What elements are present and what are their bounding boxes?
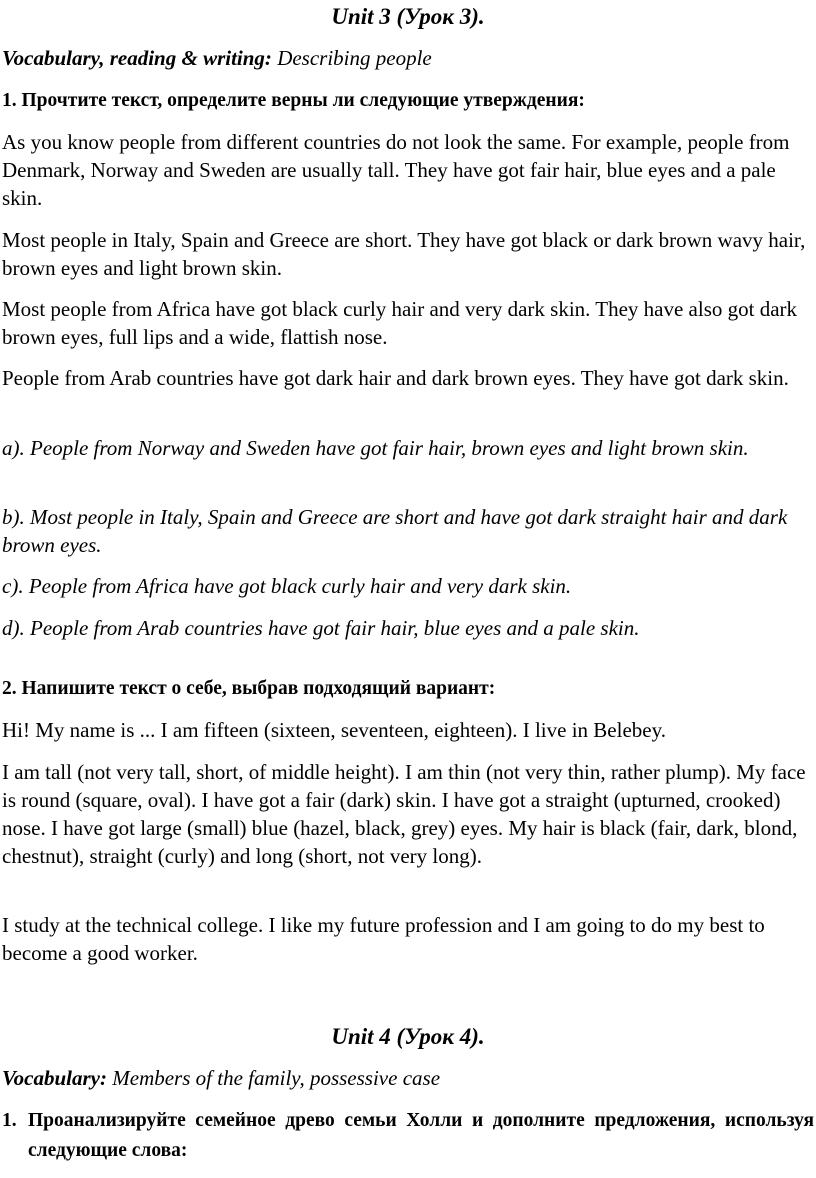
task2-paragraph-3: I study at the technical college. I like my future profession and I am going to do my best to become a good worker. [2, 913, 765, 965]
unit3-vocab-label: Vocabulary, reading & writing: [2, 46, 272, 70]
unit3-vocabulary-line [2, 46, 814, 71]
unit4-vocab-topic: Members of the family, possessive case [107, 1066, 441, 1090]
text-paragraph-3: Most people from Africa have got black curly hair and very dark skin. They have also got dark brown eyes, full lips and a wide, flattish nose. [2, 297, 798, 349]
unit4-task1-number: 1. [2, 1110, 17, 1131]
unit4-vocabulary-line [2, 1066, 814, 1091]
statement-c: c). People from Africa have got black curly hair and very dark skin. [2, 574, 572, 598]
statement-b: b). Most people in Italy, Spain and Greece are short and have got dark straight hair and dark brown eyes. [2, 505, 788, 557]
unit4-task1-text: Проанализируйте семейное древо семьи Холли и дополните предложения, используя следующие слова: [28, 1110, 814, 1161]
task2-paragraph-1: Hi! My name is ... I am fifteen (sixteen, seventeen, eighteen). I live in Belebey. [2, 718, 666, 742]
task2-paragraph-2: I am tall (not very tall, short, of middle height). I am thin (not very thin, rather plump). My face is round (square, oval). I have got a fair (dark) skin. I have got a straight (upturned, crooked) nose. I have got large (small) blue (hazel, black, grey) eyes. My hair is black (fair, dark, blond, chestnut), straight (curly) and long (short, not very long). [2, 760, 806, 868]
text-paragraph-1: As you know people from different countries do not look the same. For example, people from Denmark, Norway and Sweden are usually tall. They have got fair hair, blue eyes and a pale skin. [2, 130, 790, 210]
unit3-task1-heading: 1. Прочтите текст, определите верны ли следующие утверждения: [2, 90, 585, 111]
text-paragraph-2: Most people in Italy, Spain and Greece are short. They have got black or dark brown wavy hair, brown eyes and light brown skin. [2, 228, 806, 280]
unit3-title: Unit 3 (Урок 3). [331, 4, 485, 29]
unit4-vocab-label: Vocabulary: [2, 1066, 107, 1090]
statement-d: d). People from Arab countries have got fair hair, blue eyes and a pale skin. [2, 616, 640, 640]
text-paragraph-4: People from Arab countries have got dark hair and dark brown eyes. They have got dark skin. [2, 366, 789, 390]
unit4-title: Unit 4 (Урок 4). [331, 1024, 485, 1049]
statement-a: a). People from Norway and Sweden have got fair hair, brown eyes and light brown skin. [2, 436, 749, 460]
unit4-task1-heading [2, 1106, 814, 1166]
unit3-task2-heading: 2. Напишите текст о себе, выбрав подходящий вариант: [2, 678, 496, 699]
unit3-vocab-topic: Describing people [271, 46, 432, 70]
